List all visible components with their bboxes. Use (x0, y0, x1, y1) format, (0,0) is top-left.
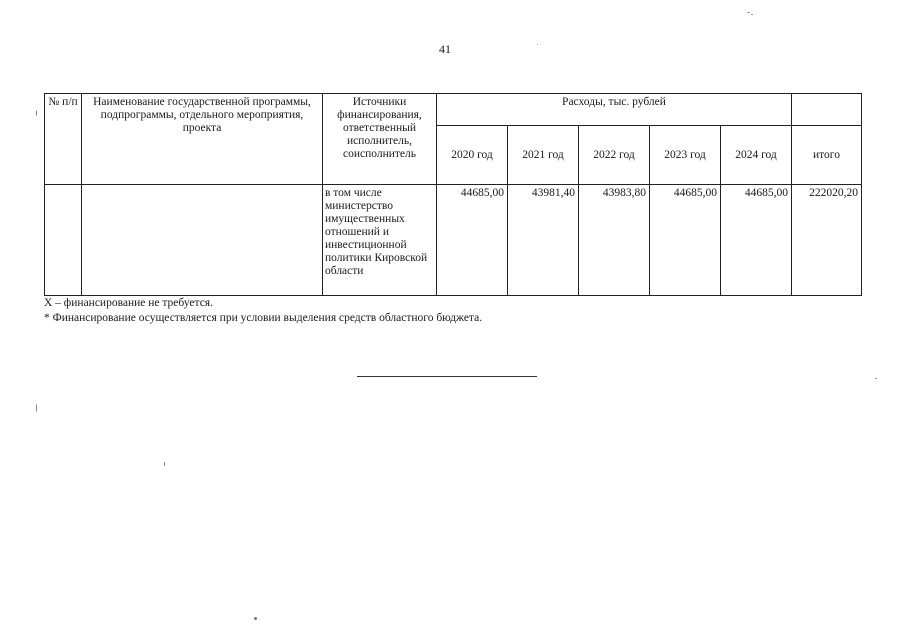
budget-table (44, 93, 862, 296)
header-source: Источники финансирования, ответственный исполнитель, соисполнитель (323, 94, 437, 185)
scan-speck (164, 462, 165, 466)
footnotes (44, 296, 482, 326)
scan-speck (254, 617, 257, 620)
section-divider (357, 376, 537, 377)
cell-value-2022: 43983,80 (579, 185, 650, 296)
scan-speck (747, 12, 750, 13)
table-row (45, 185, 862, 296)
header-num: № п/п (45, 94, 82, 185)
header-year-2020: 2020 год (437, 126, 508, 185)
header-year-2024: 2024 год (721, 126, 792, 185)
scan-speck (36, 404, 37, 412)
header-empty (792, 94, 862, 126)
footnote-x: Х – финансирование не требуется. (44, 297, 213, 309)
header-year-2022: 2022 год (579, 126, 650, 185)
header-row-main (45, 94, 862, 126)
header-name: Наименование государственной программы, подпрограммы, отдельного мероприятия, проекта (82, 94, 323, 185)
cell-total: 222020,20 (792, 185, 862, 296)
header-year-2023: 2023 год (650, 126, 721, 185)
scan-speck (751, 14, 753, 15)
header-total: итого (792, 126, 862, 185)
cell-value-2020: 44685,00 (437, 185, 508, 296)
scan-speck (875, 378, 877, 379)
footnote-star: * Финансирование осуществляется при условии выделения средств областного бюджета. (44, 312, 483, 324)
cell-name (82, 185, 323, 296)
cell-value-2021: 43981,40 (508, 185, 579, 296)
cell-source: в том числе министерство имущественных отношений и инвестиционной политики Кировской области (323, 185, 437, 296)
header-year-2021: 2021 год (508, 126, 579, 185)
scan-speck (537, 44, 538, 45)
scan-speck (36, 110, 37, 116)
header-expenses: Расходы, тыс. рублей (437, 94, 792, 126)
cell-num (45, 185, 82, 296)
page-number: 41 (439, 42, 451, 56)
cell-value-2023: 44685,00 (650, 185, 721, 296)
cell-value-2024: 44685,00 (721, 185, 792, 296)
